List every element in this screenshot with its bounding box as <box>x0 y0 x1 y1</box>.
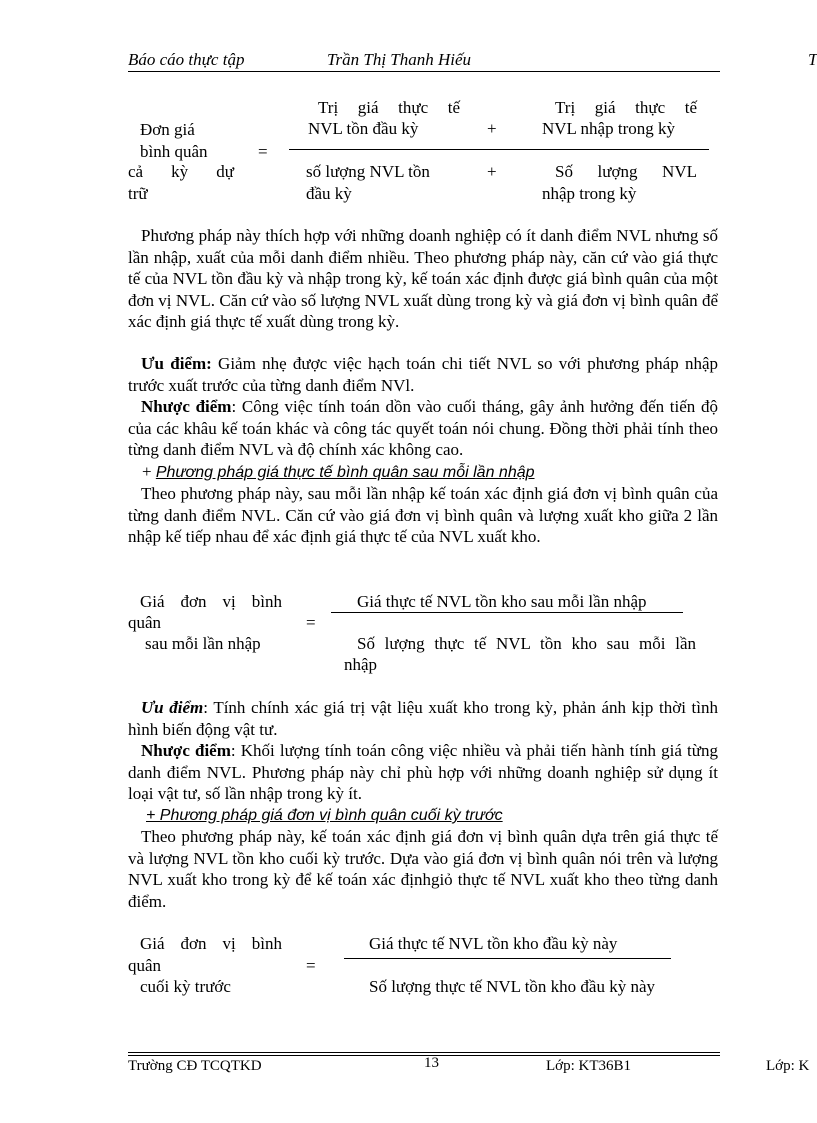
formula1-num-right-line1: Trị giá thực tế <box>555 98 697 117</box>
formula1-lhs-line1: Đơn giá <box>140 120 195 139</box>
formula2-numerator: Giá thực tế NVL tồn kho sau mỗi lần nhập <box>357 592 647 611</box>
formula1-den-plus: + <box>487 162 497 181</box>
formula3-fraction-bar <box>344 958 671 959</box>
formula1-den-left-line1: số lượng NVL tồn <box>306 162 430 181</box>
disadvantage-label-2: Nhược điểm <box>141 741 231 760</box>
header-report-title: Báo cáo thực tập <box>128 50 245 69</box>
advantage-label: Ưu điểm: <box>141 354 212 373</box>
advantage-label-2: Ưu điểm <box>141 698 204 717</box>
formula3-numerator: Giá thực tế NVL tồn kho đầu kỳ này <box>369 934 618 953</box>
footer-class-cut: Lớp: K <box>766 1058 810 1074</box>
formula2-lhs-line2: quân <box>128 613 162 632</box>
formula3-lhs-line1: Giá đơn vị bình <box>140 934 282 953</box>
formula1-den-right-line1: Số lượng NVL <box>555 162 697 181</box>
formula3-denominator: Số lượng thực tế NVL tồn kho đầu kỳ này <box>369 977 656 996</box>
formula2-den-line2: nhập <box>344 655 378 674</box>
header-cut-text: T <box>808 50 817 69</box>
paragraph-method-after-import: Theo phương pháp này, sau mỗi lần nhập kế toán xác định giá đơn vị bình quân của từng danh điểm NVL. Căn cứ vào giá đơn vị bình quân và lượng xuất kho giữa 2 lần nhập kế tiếp nhau để xác định giá thực tế của NVL xuất kho. <box>128 484 718 546</box>
formula2-lhs-line3: sau mỗi lần nhập <box>145 634 261 653</box>
header-author-name: Trần Thị Thanh Hiếu <box>327 50 472 69</box>
formula1-equals: = <box>258 142 268 161</box>
formula3-lhs-line3: cuối kỳ trước <box>140 977 231 996</box>
formula1-lhs-line4: trữ <box>128 184 148 203</box>
paragraph-advantage-2: Ưu điểm: Tính chính xác giá trị vật liệu xuất kho trong kỳ, phản ánh kịp thời tình hình biến động vật tư. <box>128 698 719 739</box>
formula1-den-right-line2: nhập trong kỳ <box>542 184 637 203</box>
formula1-lhs-line2: bình quân <box>140 142 208 161</box>
paragraph-disadvantage-2: Nhược điểm: Khối lượng tính toán công việc nhiều và phải tiến hành tính giá từng danh điểm NVL. Phương pháp này chỉ phù hợp với những doanh nghiệp sử dụng ít loại vật tư, số lần nhập trong kỳ ít. <box>128 741 718 803</box>
footer-class: Lớp: KT36B1 <box>546 1058 632 1074</box>
formula2-lhs-line1: Giá đơn vị bình <box>140 592 282 611</box>
formula3-equals: = <box>306 956 316 975</box>
formula1-num-left-line2: NVL tồn đầu kỳ <box>308 119 419 138</box>
footer-rule-top <box>128 1052 720 1053</box>
formula3-lhs-line2: quân <box>128 956 162 975</box>
formula1-lhs-line3: cả kỳ dự <box>128 162 234 181</box>
formula2-fraction-bar <box>331 612 683 613</box>
formula2-den-line1: Số lượng thực tế NVL tồn kho sau mỗi lần <box>357 634 696 653</box>
paragraph-disadvantage-1: Nhược điểm: Công việc tính toán dồn vào cuối tháng, gây ảnh hưởng đến tiến độ của các khâu kế toán khác và công tác quyết toán nói chung. Đồng thời phải tính theo từng danh điểm NVL và độ chính xác không cao. <box>128 397 718 459</box>
paragraph-advantage-1: Ưu điểm: Giảm nhẹ được việc hạch toán chi tiết NVL so với phương pháp nhập trước xuất trước của từng danh điểm NVl. <box>128 354 719 395</box>
formula1-num-plus: + <box>487 119 497 138</box>
formula1-num-right-line2: NVL nhập trong kỳ <box>542 119 675 138</box>
section-heading-average-after-each-import: + Phương pháp giá thực tế bình quân sau mỗi lần nhập <box>142 462 535 481</box>
paragraph-method-prior-period: Theo phương pháp này, kế toán xác định giá đơn vị bình quân dựa trên giá thực tế và lượng NVL tồn kho cuối kỳ trước. Dựa vào giá đơn vị bình quân nói trên và lượng NVL xuất kho trong kỳ để kế toán xác địnhgiỏ thực tế NVL xuất kho theo từng danh điểm. <box>128 827 718 911</box>
footer-school: Trường CĐ TCQTKD <box>128 1058 262 1074</box>
formula1-fraction-bar <box>289 149 709 150</box>
section-heading-average-prior-period: + Phương pháp giá đơn vị bình quân cuối kỳ trước <box>146 807 503 824</box>
header-rule <box>128 71 720 72</box>
paragraph-method-description: Phương pháp này thích hợp với những doanh nghiệp có ít danh điểm NVL nhưng số lần nhập, xuất của mỗi danh điểm nhiều. Theo phương pháp này, căn cứ vào giá thực tế của NVL tồn đầu kỳ và nhập trong kỳ, kế toán xác định được giá bình quân của một đơn vị NVL. Căn cứ vào số lượng NVL xuất dùng trong kỳ và giá đơn vị bình quân để xác định giá thực tế xuất dùng trong kỳ. <box>128 226 718 331</box>
footer-page-number: 13 <box>424 1055 439 1071</box>
disadvantage-label: Nhược điểm <box>141 397 232 416</box>
formula1-num-left-line1: Trị giá thực tế <box>318 98 460 117</box>
formula1-den-left-line2: đầu kỳ <box>306 184 352 203</box>
formula2-equals: = <box>306 613 316 632</box>
